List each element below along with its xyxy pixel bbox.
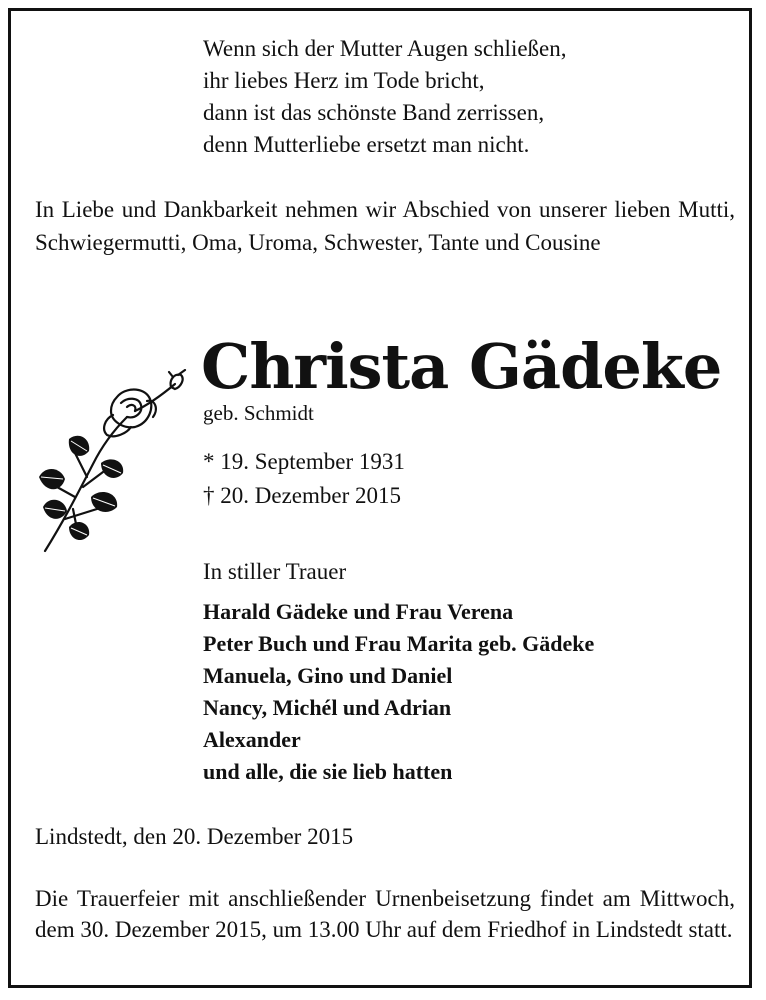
farewell-intro: In Liebe und Dankbarkeit nehmen wir Abschied von unserer lieben Mutti, Schwiegermutti, Oma, Uroma, Schwester, Tante und Cousine bbox=[35, 197, 735, 255]
funeral-notice: Die Trauerfeier mit anschließender Urnenbeisetzung findet am Mittwoch, dem 30. Dezember 2015, um 13.00 Uhr auf dem Friedhof in Lindstedt statt. bbox=[35, 886, 735, 942]
mourner-line: Alexander bbox=[203, 727, 301, 752]
maiden-name: geb. Schmidt bbox=[203, 401, 314, 425]
poem-line: denn Mutterliebe ersetzt man nicht. bbox=[203, 132, 530, 157]
mourner-line: Nancy, Michél und Adrian bbox=[203, 695, 452, 720]
birth-date: * 19. September 1931 bbox=[203, 449, 405, 474]
mourners-list bbox=[203, 596, 594, 788]
life-dates bbox=[203, 445, 405, 513]
rose-icon bbox=[35, 369, 195, 559]
mourner-line: Manuela, Gino und Daniel bbox=[203, 663, 453, 688]
poem-line: Wenn sich der Mutter Augen schließen, bbox=[203, 36, 567, 61]
poem-line: dann ist das schönste Band zerrissen, bbox=[203, 100, 545, 125]
memorial-poem bbox=[203, 33, 567, 161]
obituary-frame bbox=[8, 8, 752, 988]
death-date: † 20. Dezember 2015 bbox=[203, 483, 401, 508]
mourning-heading: In stiller Trauer bbox=[203, 559, 347, 584]
place-and-date: Lindstedt, den 20. Dezember 2015 bbox=[35, 824, 354, 849]
mourner-line: und alle, die sie lieb hatten bbox=[203, 759, 453, 784]
poem-line: ihr liebes Herz im Tode bricht, bbox=[203, 68, 485, 93]
mourner-line: Harald Gädeke und Frau Verena bbox=[203, 599, 514, 624]
mourner-line: Peter Buch und Frau Marita geb. Gädeke bbox=[203, 631, 595, 656]
deceased-name: Christa Gädeke bbox=[201, 330, 722, 403]
